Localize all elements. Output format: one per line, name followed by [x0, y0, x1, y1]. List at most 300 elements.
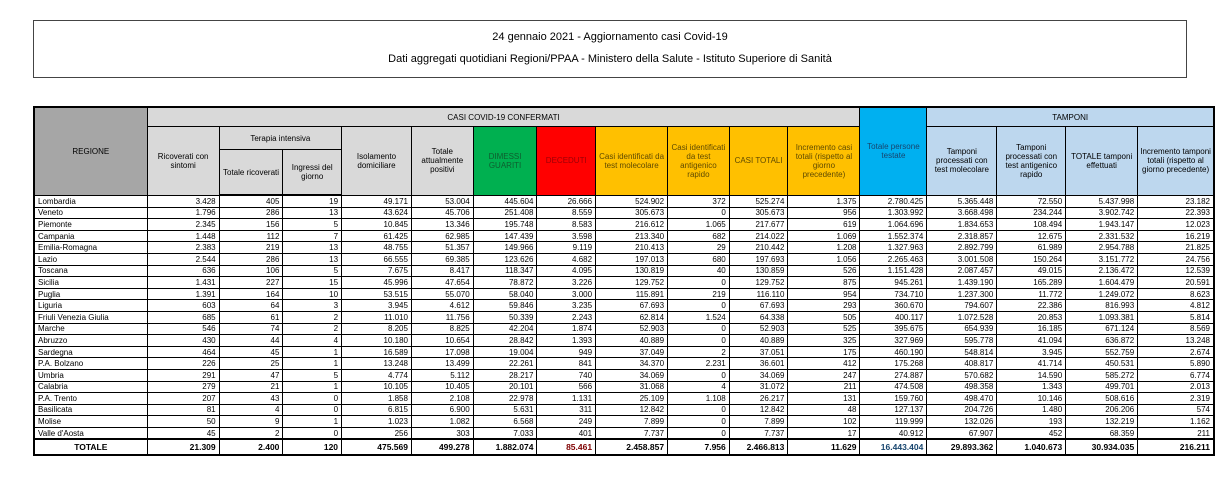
value-cell: 6.568	[473, 416, 537, 428]
value-cell: 1	[283, 416, 342, 428]
value-cell: 61.989	[997, 242, 1066, 254]
value-cell: 4.812	[1138, 300, 1214, 312]
table-row	[34, 265, 1214, 277]
value-cell: 9	[219, 416, 283, 428]
value-cell: 7.899	[729, 416, 788, 428]
value-cell: 395.675	[860, 323, 927, 335]
value-cell: 574	[1138, 404, 1214, 416]
value-cell: 43	[219, 393, 283, 405]
value-cell: 734.710	[860, 288, 927, 300]
value-cell: 445.604	[473, 195, 537, 207]
value-cell: 305.673	[596, 207, 668, 219]
table-row	[34, 288, 1214, 300]
value-cell: 360.670	[860, 300, 927, 312]
value-cell: 430	[147, 335, 219, 347]
table-row	[34, 242, 1214, 254]
value-cell: 1.108	[668, 393, 730, 405]
value-cell: 206.206	[1066, 404, 1138, 416]
value-cell: 149.966	[473, 242, 537, 254]
value-cell: 552.759	[1066, 346, 1138, 358]
value-cell: 1.082	[411, 416, 473, 428]
value-cell: 1.162	[1138, 416, 1214, 428]
total-value-cell: 7.956	[668, 439, 730, 455]
value-cell: 47.654	[411, 277, 473, 289]
value-cell: 1.237.300	[927, 288, 997, 300]
value-cell: 5	[283, 265, 342, 277]
value-cell: 21	[219, 381, 283, 393]
value-cell: 303	[411, 427, 473, 439]
value-cell: 129.752	[729, 277, 788, 289]
value-cell: 234.244	[997, 207, 1066, 219]
value-cell: 28.842	[473, 335, 537, 347]
value-cell: 524.902	[596, 195, 668, 207]
value-cell: 42.204	[473, 323, 537, 335]
value-cell: 794.607	[927, 300, 997, 312]
value-cell: 10.146	[997, 393, 1066, 405]
value-cell: 1.327.963	[860, 242, 927, 254]
value-cell: 10.105	[342, 381, 412, 393]
value-cell: 0	[668, 369, 730, 381]
region-name: Umbria	[34, 369, 147, 381]
header-tamponi: TAMPONI	[927, 107, 1214, 127]
value-cell: 566	[537, 381, 596, 393]
value-cell: 1.834.653	[927, 219, 997, 231]
region-name: Abruzzo	[34, 335, 147, 347]
value-cell: 31.072	[729, 381, 788, 393]
value-cell: 112	[219, 230, 283, 242]
value-cell: 1.343	[997, 381, 1066, 393]
value-cell: 10.405	[411, 381, 473, 393]
value-cell: 1.431	[147, 277, 219, 289]
value-cell: 11.010	[342, 311, 412, 323]
value-cell: 123.626	[473, 253, 537, 265]
value-cell: 2.319	[1138, 393, 1214, 405]
value-cell: 1.524	[668, 311, 730, 323]
value-cell: 0	[283, 427, 342, 439]
value-cell: 1.448	[147, 230, 219, 242]
value-cell: 4	[668, 381, 730, 393]
total-value-cell: 29.893.362	[927, 439, 997, 455]
table-row	[34, 346, 1214, 358]
value-cell: 636	[147, 265, 219, 277]
value-cell: 0	[668, 277, 730, 289]
value-cell: 108.494	[997, 219, 1066, 231]
value-cell: 3.668.498	[927, 207, 997, 219]
value-cell: 1.151.428	[860, 265, 927, 277]
value-cell: 36.601	[729, 358, 788, 370]
value-cell: 130.819	[596, 265, 668, 277]
region-name: P.A. Trento	[34, 393, 147, 405]
total-value-cell: 85.461	[537, 439, 596, 455]
value-cell: 293	[788, 300, 860, 312]
value-cell: 2.331.532	[1066, 230, 1138, 242]
value-cell: 45	[147, 427, 219, 439]
value-cell: 2.318.857	[927, 230, 997, 242]
value-cell: 327.969	[860, 335, 927, 347]
value-cell: 48	[788, 404, 860, 416]
header-totale-tamponi: TOTALE tamponi effettuati	[1066, 127, 1138, 196]
value-cell: 1.249.072	[1066, 288, 1138, 300]
value-cell: 405	[219, 195, 283, 207]
total-row	[34, 439, 1214, 455]
table-row	[34, 253, 1214, 265]
value-cell: 4.095	[537, 265, 596, 277]
value-cell: 12.842	[729, 404, 788, 416]
header-totale-persone-testate: Totale persone testate	[860, 107, 927, 195]
value-cell: 15	[283, 277, 342, 289]
value-cell: 61.425	[342, 230, 412, 242]
value-cell: 67.907	[927, 427, 997, 439]
value-cell: 10.654	[411, 335, 473, 347]
value-cell: 685	[147, 311, 219, 323]
value-cell: 2.892.799	[927, 242, 997, 254]
value-cell: 3.001.508	[927, 253, 997, 265]
value-cell: 4.682	[537, 253, 596, 265]
value-cell: 6.900	[411, 404, 473, 416]
total-value-cell: 1.882.074	[473, 439, 537, 455]
value-cell: 49.171	[342, 195, 412, 207]
value-cell: 52.903	[729, 323, 788, 335]
value-cell: 12.675	[997, 230, 1066, 242]
value-cell: 291	[147, 369, 219, 381]
value-cell: 3.598	[537, 230, 596, 242]
value-cell: 841	[537, 358, 596, 370]
value-cell: 2.383	[147, 242, 219, 254]
table-row	[34, 195, 1214, 207]
value-cell: 3.945	[997, 346, 1066, 358]
table-row	[34, 335, 1214, 347]
value-cell: 175.268	[860, 358, 927, 370]
value-cell: 214.022	[729, 230, 788, 242]
header-deceduti: DECEDUTI	[537, 127, 596, 196]
value-cell: 595.778	[927, 335, 997, 347]
value-cell: 40	[668, 265, 730, 277]
value-cell: 1.391	[147, 288, 219, 300]
header-regione: REGIONE	[34, 107, 147, 195]
table-header	[34, 107, 1214, 195]
value-cell: 286	[219, 253, 283, 265]
value-cell: 132.219	[1066, 416, 1138, 428]
value-cell: 2.345	[147, 219, 219, 231]
value-cell: 5.437.998	[1066, 195, 1138, 207]
header-terapia-intensiva: Terapia intensiva	[219, 127, 341, 150]
total-value-cell: 120	[283, 439, 342, 455]
table-row	[34, 311, 1214, 323]
table-row	[34, 323, 1214, 335]
value-cell: 0	[668, 300, 730, 312]
value-cell: 204.726	[927, 404, 997, 416]
value-cell: 8.623	[1138, 288, 1214, 300]
value-cell: 8.559	[537, 207, 596, 219]
value-cell: 10	[283, 288, 342, 300]
value-cell: 526	[788, 265, 860, 277]
value-cell: 219	[668, 288, 730, 300]
value-cell: 603	[147, 300, 219, 312]
value-cell: 464	[147, 346, 219, 358]
value-cell: 3	[283, 300, 342, 312]
value-cell: 2.674	[1138, 346, 1214, 358]
value-cell: 49.015	[997, 265, 1066, 277]
report-subtitle: Dati aggregati quotidiani Regioni/PPAA - Ministero della Salute - Istituto Superiore di Sanità	[388, 53, 832, 65]
value-cell: 0	[668, 404, 730, 416]
value-cell: 37.049	[596, 346, 668, 358]
table-row	[34, 427, 1214, 439]
value-cell: 216.612	[596, 219, 668, 231]
value-cell: 34.069	[596, 369, 668, 381]
value-cell: 2.780.425	[860, 195, 927, 207]
table-row	[34, 230, 1214, 242]
value-cell: 1.093.381	[1066, 311, 1138, 323]
region-name: P.A. Bolzano	[34, 358, 147, 370]
value-cell: 159.760	[860, 393, 927, 405]
region-name: Molise	[34, 416, 147, 428]
header-tamponi-molecolare: Tamponi processati con test molecolare	[927, 127, 997, 196]
value-cell: 1	[283, 358, 342, 370]
value-cell: 1.604.479	[1066, 277, 1138, 289]
value-cell: 51.357	[411, 242, 473, 254]
region-name: Campania	[34, 230, 147, 242]
value-cell: 25.109	[596, 393, 668, 405]
region-name: Friuli Venezia Giulia	[34, 311, 147, 323]
value-cell: 28.217	[473, 369, 537, 381]
value-cell: 197.013	[596, 253, 668, 265]
table-row	[34, 207, 1214, 219]
value-cell: 7.737	[596, 427, 668, 439]
value-cell: 118.347	[473, 265, 537, 277]
value-cell: 408.817	[927, 358, 997, 370]
value-cell: 1.023	[342, 416, 412, 428]
total-value-cell: 2.400	[219, 439, 283, 455]
value-cell: 2.136.472	[1066, 265, 1138, 277]
value-cell: 875	[788, 277, 860, 289]
header-dimessi-guariti: DIMESSI GUARITI	[473, 127, 537, 196]
value-cell: 219	[219, 242, 283, 254]
value-cell: 25	[219, 358, 283, 370]
value-cell: 40.889	[729, 335, 788, 347]
value-cell: 1.393	[537, 335, 596, 347]
value-cell: 41.094	[997, 335, 1066, 347]
value-cell: 130.859	[729, 265, 788, 277]
value-cell: 40.889	[596, 335, 668, 347]
value-cell: 945.261	[860, 277, 927, 289]
value-cell: 452	[997, 427, 1066, 439]
region-name: Emilia-Romagna	[34, 242, 147, 254]
value-cell: 9.119	[537, 242, 596, 254]
value-cell: 47	[219, 369, 283, 381]
value-cell: 12.023	[1138, 219, 1214, 231]
value-cell: 66.555	[342, 253, 412, 265]
value-cell: 0	[668, 416, 730, 428]
table-row	[34, 300, 1214, 312]
region-name: Piemonte	[34, 219, 147, 231]
value-cell: 2.544	[147, 253, 219, 265]
value-cell: 2.243	[537, 311, 596, 323]
value-cell: 1.874	[537, 323, 596, 335]
value-cell: 17.098	[411, 346, 473, 358]
value-cell: 62.985	[411, 230, 473, 242]
value-cell: 508.616	[1066, 393, 1138, 405]
value-cell: 13	[283, 207, 342, 219]
value-cell: 19	[283, 195, 342, 207]
value-cell: 19.004	[473, 346, 537, 358]
region-name: Veneto	[34, 207, 147, 219]
value-cell: 372	[668, 195, 730, 207]
header-ingressi-giorno: Ingressi del giorno	[283, 150, 342, 196]
value-cell: 1.858	[342, 393, 412, 405]
value-cell: 7.899	[596, 416, 668, 428]
value-cell: 1.552.374	[860, 230, 927, 242]
value-cell: 45.996	[342, 277, 412, 289]
value-cell: 0	[668, 427, 730, 439]
value-cell: 1.480	[997, 404, 1066, 416]
value-cell: 13.248	[1138, 335, 1214, 347]
region-name: Toscana	[34, 265, 147, 277]
value-cell: 400.117	[860, 311, 927, 323]
value-cell: 34.370	[596, 358, 668, 370]
table-row	[34, 381, 1214, 393]
value-cell: 58.040	[473, 288, 537, 300]
value-cell: 74	[219, 323, 283, 335]
value-cell: 20.591	[1138, 277, 1214, 289]
table-body	[34, 195, 1214, 455]
value-cell: 412	[788, 358, 860, 370]
value-cell: 1.064.696	[860, 219, 927, 231]
value-cell: 213.340	[596, 230, 668, 242]
value-cell: 949	[537, 346, 596, 358]
value-cell: 55.070	[411, 288, 473, 300]
value-cell: 0	[668, 323, 730, 335]
value-cell: 5.631	[473, 404, 537, 416]
covid-data-table	[33, 106, 1215, 456]
value-cell: 0	[668, 335, 730, 347]
value-cell: 61	[219, 311, 283, 323]
value-cell: 2.231	[668, 358, 730, 370]
value-cell: 106	[219, 265, 283, 277]
value-cell: 64	[219, 300, 283, 312]
value-cell: 525.274	[729, 195, 788, 207]
value-cell: 195.748	[473, 219, 537, 231]
value-cell: 1.943.147	[1066, 219, 1138, 231]
region-name: Sardegna	[34, 346, 147, 358]
region-name: Calabria	[34, 381, 147, 393]
value-cell: 175	[788, 346, 860, 358]
value-cell: 147.439	[473, 230, 537, 242]
value-cell: 16.219	[1138, 230, 1214, 242]
region-name: Liguria	[34, 300, 147, 312]
region-name: Sicilia	[34, 277, 147, 289]
value-cell: 3.428	[147, 195, 219, 207]
value-cell: 8.825	[411, 323, 473, 335]
header-ricoverati-sintomi: Ricoverati con sintomi	[147, 127, 219, 196]
value-cell: 22.386	[997, 300, 1066, 312]
value-cell: 4	[283, 335, 342, 347]
total-value-cell: 30.934.035	[1066, 439, 1138, 455]
value-cell: 6.774	[1138, 369, 1214, 381]
value-cell: 4.774	[342, 369, 412, 381]
value-cell: 325	[788, 335, 860, 347]
value-cell: 4	[219, 404, 283, 416]
region-name: Valle d'Aosta	[34, 427, 147, 439]
value-cell: 156	[219, 219, 283, 231]
header-incremento-tamponi: Incremento tamponi totali (rispetto al giorno precedente)	[1138, 127, 1214, 196]
value-cell: 16.589	[342, 346, 412, 358]
value-cell: 274.887	[860, 369, 927, 381]
value-cell: 1.796	[147, 207, 219, 219]
value-cell: 1	[283, 381, 342, 393]
value-cell: 525	[788, 323, 860, 335]
value-cell: 2.087.457	[927, 265, 997, 277]
value-cell: 2.954.788	[1066, 242, 1138, 254]
total-value-cell: 11.629	[788, 439, 860, 455]
value-cell: 45	[219, 346, 283, 358]
value-cell: 636.872	[1066, 335, 1138, 347]
header-casi-confermati: CASI COVID-19 CONFERMATI	[147, 107, 860, 127]
total-label: TOTALE	[34, 439, 147, 455]
value-cell: 286	[219, 207, 283, 219]
value-cell: 5.814	[1138, 311, 1214, 323]
value-cell: 26.666	[537, 195, 596, 207]
value-cell: 498.470	[927, 393, 997, 405]
value-cell: 1.065	[668, 219, 730, 231]
value-cell: 53.515	[342, 288, 412, 300]
value-cell: 22.261	[473, 358, 537, 370]
header-attualmente-positivi: Totale attualmente positivi	[411, 127, 473, 196]
total-value-cell: 2.466.813	[729, 439, 788, 455]
value-cell: 34.069	[729, 369, 788, 381]
value-cell: 67.693	[596, 300, 668, 312]
header-tamponi-antigenico: Tamponi processati con test antigenico rapido	[997, 127, 1066, 196]
value-cell: 619	[788, 219, 860, 231]
total-value-cell: 16.443.404	[860, 439, 927, 455]
header-totale-ricoverati: Totale ricoverati	[219, 150, 283, 196]
value-cell: 548.814	[927, 346, 997, 358]
value-cell: 8.417	[411, 265, 473, 277]
region-name: Lombardia	[34, 195, 147, 207]
value-cell: 64.338	[729, 311, 788, 323]
value-cell: 52.903	[596, 323, 668, 335]
value-cell: 69.385	[411, 253, 473, 265]
value-cell: 3.945	[342, 300, 412, 312]
header-incremento-casi: Incremento casi totali (rispetto al giorno precedente)	[788, 127, 860, 196]
value-cell: 116.110	[729, 288, 788, 300]
value-cell: 247	[788, 369, 860, 381]
value-cell: 305.673	[729, 207, 788, 219]
value-cell: 7.737	[729, 427, 788, 439]
value-cell: 81	[147, 404, 219, 416]
value-cell: 570.682	[927, 369, 997, 381]
value-cell: 3.902.742	[1066, 207, 1138, 219]
value-cell: 251.408	[473, 207, 537, 219]
value-cell: 45.706	[411, 207, 473, 219]
value-cell: 48.755	[342, 242, 412, 254]
value-cell: 20.853	[997, 311, 1066, 323]
value-cell: 16.185	[997, 323, 1066, 335]
value-cell: 279	[147, 381, 219, 393]
value-cell: 31.068	[596, 381, 668, 393]
value-cell: 0	[283, 393, 342, 405]
value-cell: 197.693	[729, 253, 788, 265]
value-cell: 682	[668, 230, 730, 242]
value-cell: 5.890	[1138, 358, 1214, 370]
value-cell: 129.752	[596, 277, 668, 289]
value-cell: 546	[147, 323, 219, 335]
value-cell: 2.013	[1138, 381, 1214, 393]
value-cell: 6.815	[342, 404, 412, 416]
value-cell: 1.439.190	[927, 277, 997, 289]
value-cell: 37.051	[729, 346, 788, 358]
value-cell: 680	[668, 253, 730, 265]
value-cell: 17	[788, 427, 860, 439]
